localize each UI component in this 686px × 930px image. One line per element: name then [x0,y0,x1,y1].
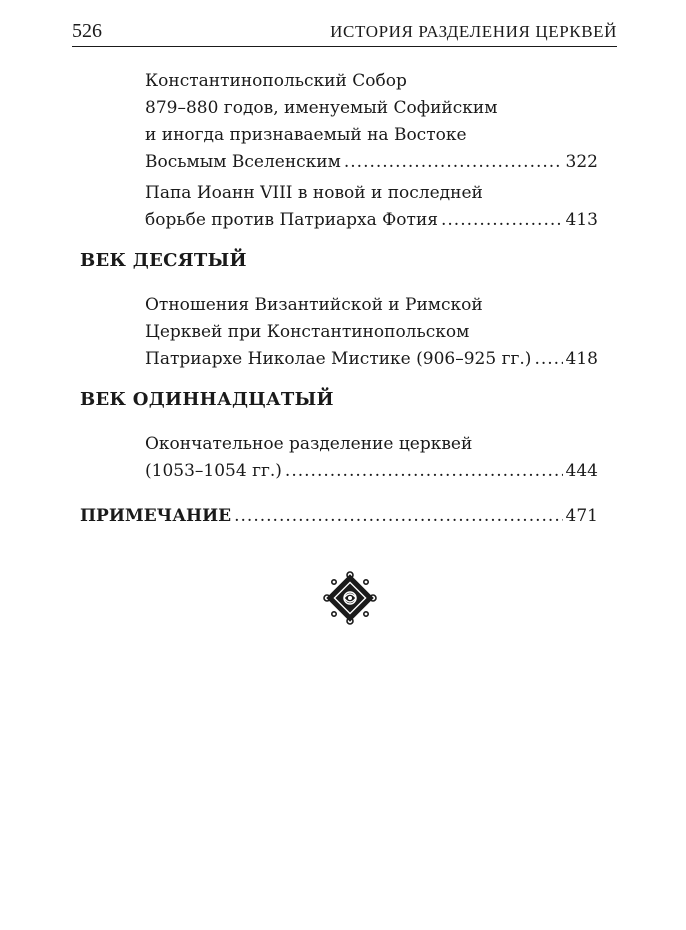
toc-entry-text-line: Папа Иоанн VIII в новой и последней [145,183,483,203]
toc-entry-last-line [80,503,598,530]
dot-leader [441,207,563,234]
toc-entry-last-line [145,458,598,485]
toc-page-number: 418 [565,349,598,369]
toc-entry-note[interactable] [80,503,598,530]
toc-entry-text-line: Отношения Византийской и Римской [145,295,483,315]
toc-entry-text-line: и иногда признаваемый на Востоке [145,125,467,145]
ornamental-vignette-icon [322,570,378,626]
section-heading-eleventh-century: ВЕК ОДИННАДЦАТЫЙ [80,389,334,410]
dot-leader [285,458,563,485]
toc-entry-pope-john-viii[interactable] [145,180,598,234]
toc-page-number: 471 [565,506,598,526]
toc-entry-text-line: Патриархе Николае Мистике (906–925 гг.) [145,349,532,369]
dot-leader [234,503,562,530]
toc-entry-text-line: борьбе против Патриарха Фотия [145,210,438,230]
toc-entry-final-schism[interactable] [145,431,598,485]
toc-entry-last-line [145,207,598,234]
note-label: ПРИМЕЧАНИЕ [80,506,232,526]
toc-entry-text-line: Церквей при Константинопольском [145,322,470,342]
toc-entry-text-line: Окончательное разделение церквей [145,434,473,454]
toc-entry-text-line: Восьмым Вселенским [145,152,341,172]
running-title: ИСТОРИЯ РАЗДЕЛЕНИЯ ЦЕРКВЕЙ [330,22,617,41]
page-number: 526 [72,20,102,42]
dot-leader [534,346,562,373]
toc-entry-text-line: Константинопольский Собор [145,71,407,91]
toc-entry-byzantine-roman-relations[interactable] [145,292,598,373]
toc-entry-last-line [145,346,598,373]
section-heading-tenth-century: ВЕК ДЕСЯТЫЙ [80,250,247,271]
toc-entry-text-line: (1053–1054 гг.) [145,461,282,481]
toc-entry-last-line [145,149,598,176]
toc-page-number: 444 [565,461,598,481]
running-header [72,18,617,47]
toc-entry-text-line: 879–880 годов, именуемый Софийским [145,98,498,118]
toc-entry-constantinople-council[interactable] [145,68,598,176]
dot-leader [344,149,563,176]
toc-page-number: 413 [565,210,598,230]
toc-page-number: 322 [565,152,598,172]
